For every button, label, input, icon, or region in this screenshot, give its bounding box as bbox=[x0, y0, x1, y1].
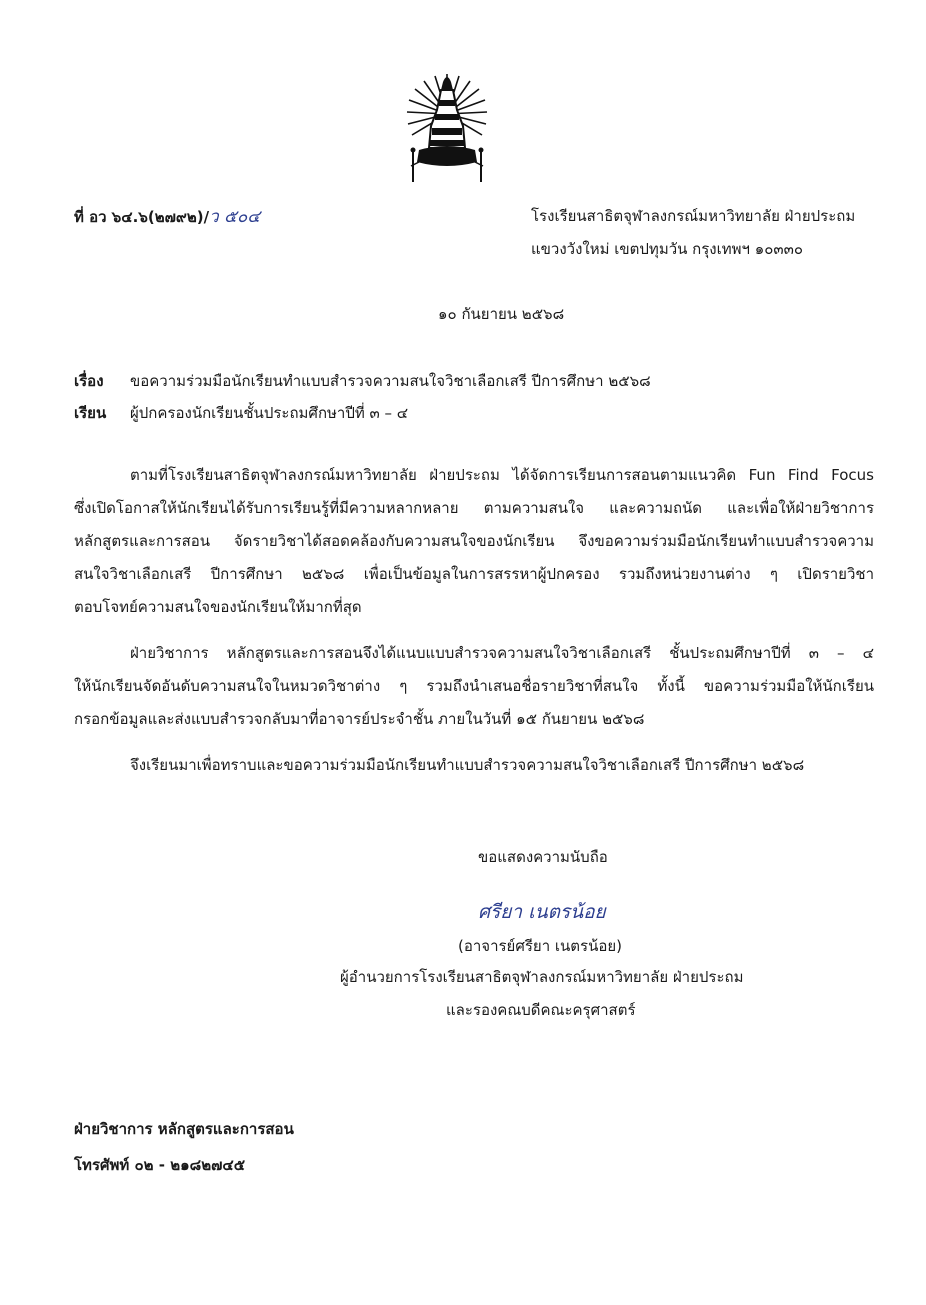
subject-label: เรื่อง bbox=[74, 372, 104, 390]
reference-number bbox=[74, 203, 260, 230]
letter-date: ๑๐ กันยายน ๒๕๖๘ bbox=[438, 305, 565, 323]
handwritten-document-number: ว ๕๐๔ bbox=[209, 207, 261, 227]
handwritten-signature: ศรียา เนตรน้อย bbox=[478, 901, 606, 923]
body-p2-line: ฝ่ายวิชาการ หลักสูตรและการสอนจึงได้แนบแบบสำรวจความสนใจวิชาเลือกเสรี ชั้นประถมศึกษาปีที่ ๓ – ๔ bbox=[130, 644, 874, 662]
body-p1-line: หลักสูตรและการสอน จัดรายวิชาได้สอดคล้องกับความสนใจของนักเรียน จึงขอความร่วมมือนักเรียนทำแบบสำรวจความ bbox=[74, 532, 874, 550]
reference-number-text: ที่ อว ๖๔.๖(๒๗๙๒)/ bbox=[74, 208, 210, 226]
signatory-name: (อาจารย์ศรียา เนตรน้อย) bbox=[458, 937, 622, 955]
subject-line bbox=[74, 369, 651, 393]
closing-phrase: ขอแสดงความนับถือ bbox=[478, 848, 608, 866]
sender-address-line1: โรงเรียนสาธิตจุฬาลงกรณ์มหาวิทยาลัย ฝ่ายประถม bbox=[531, 207, 856, 225]
subject-text: ขอความร่วมมือนักเรียนทำแบบสำรวจความสนใจวิชาเลือกเสรี ปีการศึกษา ๒๕๖๘ bbox=[130, 372, 651, 390]
sender-address-line2: แขวงวังใหม่ เขตปทุมวัน กรุงเทพฯ ๑๐๓๓๐ bbox=[531, 240, 804, 258]
body-p3-line: จึงเรียนมาเพื่อทราบและขอความร่วมมือนักเรียนทำแบบสำรวจความสนใจวิชาเลือกเสรี ปีการศึกษา ๒๕๖๘ bbox=[130, 756, 805, 774]
recipient-label: เรียน bbox=[74, 404, 107, 422]
signatory-title-1: ผู้อำนวยการโรงเรียนสาธิตจุฬาลงกรณ์มหาวิทยาลัย ฝ่ายประถม bbox=[340, 968, 744, 986]
body-p1-line: สนใจวิชาเลือกเสรี ปีการศึกษา ๒๕๖๘ เพื่อเป็นข้อมูลในการสรรหาผู้ปกครอง รวมถึงหน่วยงานต่าง ๆ เปิดรายวิชา bbox=[74, 565, 874, 583]
body-p1-line: ตามที่โรงเรียนสาธิตจุฬาลงกรณ์มหาวิทยาลัย ฝ่ายประถม ได้จัดการเรียนการสอนตามแนวคิด Fun Find Focus bbox=[130, 466, 874, 484]
body-paragraph-3 bbox=[74, 749, 874, 782]
body-paragraph-1 bbox=[74, 459, 874, 624]
recipient-line bbox=[74, 401, 408, 425]
body-p1-line: ตอบโจทย์ความสนใจของนักเรียนให้มากที่สุด bbox=[74, 598, 362, 616]
signatory-title-2: และรองคณบดีคณะครุศาสตร์ bbox=[446, 1001, 636, 1019]
footer-department: ฝ่ายวิชาการ หลักสูตรและการสอน bbox=[74, 1120, 294, 1138]
body-paragraph-2 bbox=[74, 637, 874, 736]
school-emblem bbox=[405, 70, 489, 186]
body-p1-line: ซึ่งเปิดโอกาสให้นักเรียนได้รับการเรียนรู้ที่มีความหลากหลาย ตามความสนใจ และความถนัด และเพื่อให้ฝ่ายวิชาการ bbox=[74, 499, 874, 517]
footer-phone: โทรศัพท์ ๐๒ - ๒๑๘๒๗๔๕ bbox=[74, 1156, 246, 1174]
body-p2-line: กรอกข้อมูลและส่งแบบสำรวจกลับมาที่อาจารย์ประจำชั้น ภายในวันที่ ๑๕ กันยายน ๒๕๖๘ bbox=[74, 710, 645, 728]
recipient-text: ผู้ปกครองนักเรียนชั้นประถมศึกษาปีที่ ๓ – ๔ bbox=[130, 404, 409, 422]
body-p2-line: ให้นักเรียนจัดอันดับความสนใจในหมวดวิชาต่าง ๆ รวมถึงนำเสนอชื่อรายวิชาที่สนใจ ทั้งนี้ ขอความร่วมมือให้นักเรียน bbox=[74, 677, 874, 695]
